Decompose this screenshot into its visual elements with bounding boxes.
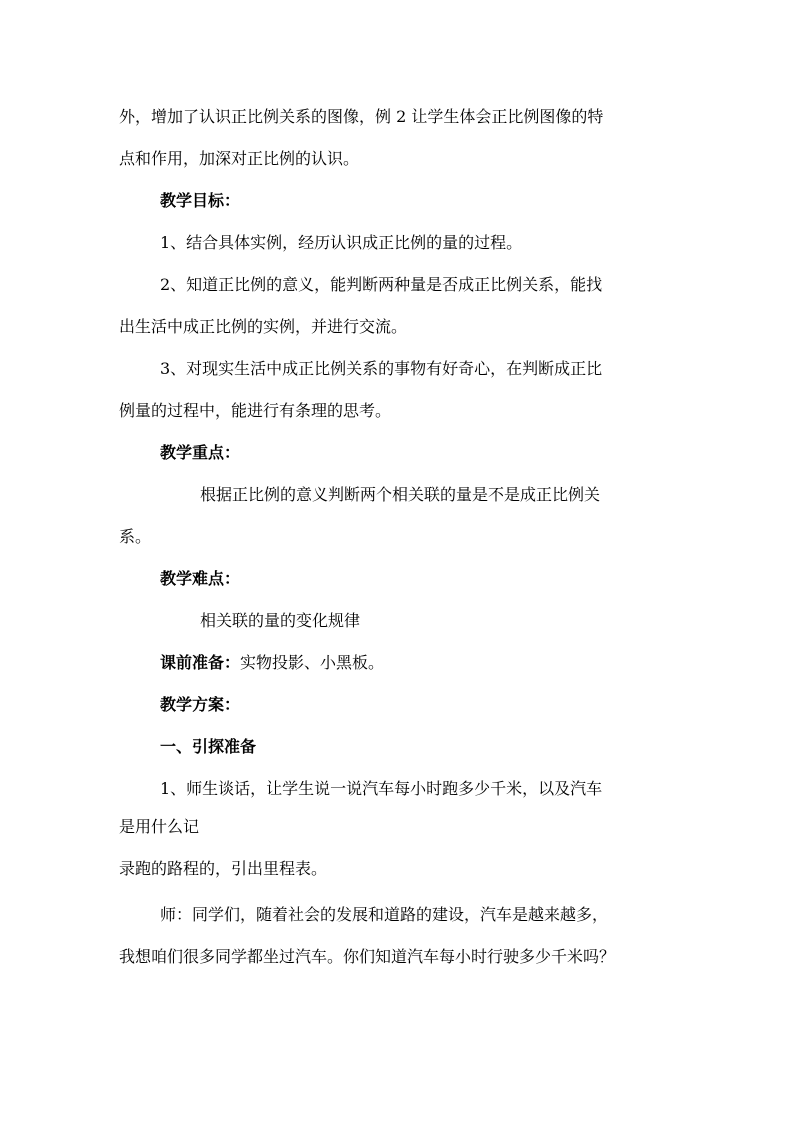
key-points-line-2: 系。 — [119, 527, 152, 546]
intro-line-2: 点和作用，加深对正比例的认识。 — [119, 149, 360, 168]
difficulty-heading: 教学难点： — [160, 569, 241, 588]
goal-1: 1、结合具体实例，经历认识成正比例的量的过程。 — [160, 233, 523, 252]
key-points-heading: 教学重点： — [160, 443, 241, 462]
teacher-line-1: 师：同学们，随着社会的发展和道路的建设，汽车是越来越多， — [160, 905, 609, 924]
goal-2-line-1: 2、知道正比例的意义，能判断两种量是否成正比例关系，能找 — [160, 275, 603, 294]
intro-line-1: 外，增加了认识正比例关系的图像，例 2 让学生体会正比例图像的特 — [119, 107, 604, 126]
goals-heading: 教学目标： — [160, 191, 241, 210]
preparation-line — [160, 653, 384, 673]
preparation-text: 实物投影、小黑板。 — [240, 653, 385, 672]
difficulty-text: 相关联的量的变化规律 — [200, 611, 361, 630]
key-points-line-1: 根据正比例的意义判断两个相关联的量是不是成正比例关 — [200, 485, 601, 504]
step-1-line-2: 是用什么记 — [119, 817, 200, 836]
teacher-line-2: 我想咱们很多同学都坐过汽车。你们知道汽车每小时行驶多少千米吗？ — [119, 947, 616, 966]
goal-3-line-1: 3、对现实生活中成正比例关系的事物有好奇心，在判断成正比 — [160, 359, 603, 378]
preparation-label: 课前准备： — [160, 653, 241, 672]
step-1-line-3: 录跑的路程的，引出里程表。 — [119, 859, 328, 878]
plan-heading: 教学方案： — [160, 695, 241, 714]
section-1-heading: 一、引探准备 — [160, 737, 257, 756]
goal-3-line-2: 例量的过程中，能进行有条理的思考。 — [119, 401, 392, 420]
step-1-line-1: 1、师生谈话，让学生说一说汽车每小时跑多少千米，以及汽车 — [160, 779, 603, 798]
goal-2-line-2: 出生活中成正比例的实例，并进行交流。 — [119, 317, 408, 336]
